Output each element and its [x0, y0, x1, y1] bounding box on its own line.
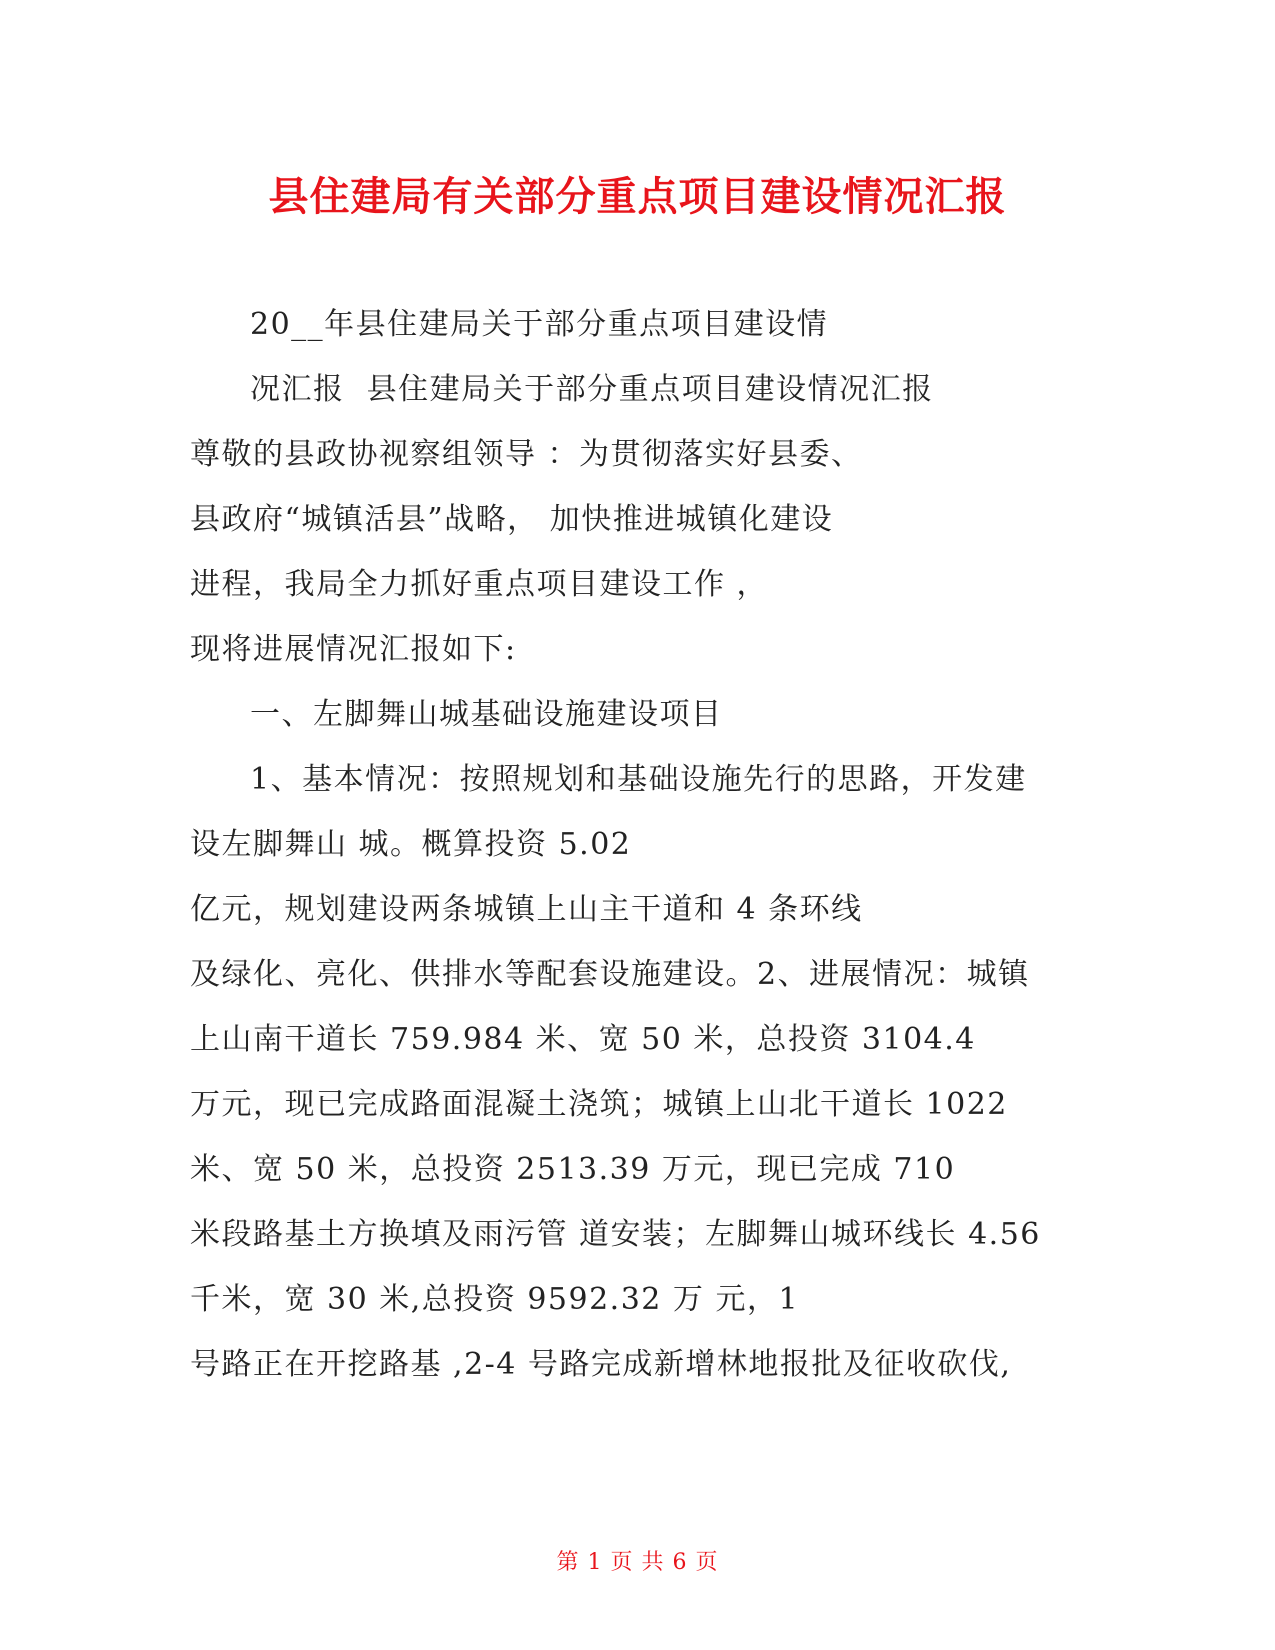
paragraph-line: 千米，宽 30 米,总投资 9592.32 万 元，1 — [190, 1282, 800, 1317]
paragraph-line: 况汇报 县住建局关于部分重点项目建设情况汇报 — [250, 372, 934, 407]
paragraph-line: 县政府“城镇活县”战略， 加快推进城镇化建设 — [190, 502, 834, 537]
paragraph-line: 进程，我局全力抓好重点项目建设工作 ， — [190, 567, 769, 602]
paragraph-line: 现将进展情况汇报如下: — [190, 632, 517, 667]
document-body — [190, 292, 1090, 1397]
paragraph-line: 尊敬的县政协视察组领导 ：为贯彻落实好县委、 — [190, 437, 863, 472]
paragraph-line: 亿元，规划建设两条城镇上山主干道和 4 条环线 — [190, 892, 863, 927]
paragraph-line: 1、基本情况：按照规划和基础设施先行的思路，开发建 — [250, 762, 1027, 797]
paragraph-line: 号路正在开挖路基 ,2-4 号路完成新增林地报批及征收砍伐, — [190, 1347, 1012, 1382]
section-heading: 一、左脚舞山城基础设施建设项目 — [250, 697, 723, 732]
paragraph-line: 及绿化、亮化、供排水等配套设施建设。2、进展情况：城镇 — [190, 957, 1030, 992]
paragraph-line: 万元，现已完成路面混凝土浇筑；城镇上山北干道长 1022 — [190, 1087, 1008, 1122]
paragraph-line: 上山南干道长 759.984 米、宽 50 米，总投资 3104.4 — [190, 1022, 976, 1057]
paragraph-line: 米段路基土方换填及雨污管 道安装；左脚舞山城环线长 4.56 — [190, 1217, 1041, 1252]
paragraph-line: 米、宽 50 米，总投资 2513.39 万元，现已完成 710 — [190, 1152, 956, 1187]
page-indicator: 第 1 页 共 6 页 — [556, 1550, 719, 1575]
paragraph-line: 20__年县住建局关于部分重点项目建设情 — [250, 307, 829, 342]
paragraph-line: 设左脚舞山 城。概算投资 5.02 — [190, 827, 632, 862]
document-title: 县住建局有关部分重点项目建设情况汇报 — [268, 174, 1007, 220]
